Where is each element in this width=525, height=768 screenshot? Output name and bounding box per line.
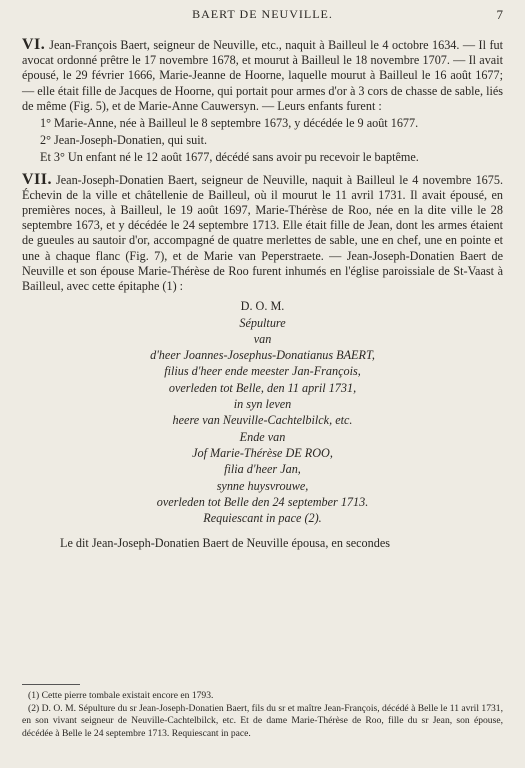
footnote: (2) D. O. M. Sépulture du sr Jean-Joseph-Donatien Baert, fils du sr et maître Jean-François, décédé à Belle le 11 avril 1731, en son vivant seigneur de Neuville-Cachtelbilck, etc. Et de dame Marie-Thérèse de Roo, fille du sr Jean, son épouse, décédée à Belle le 24 septembre 1713. Requiescant in pace. [22,702,503,739]
closing-paragraph: Le dit Jean-Joseph-Donatien Baert de Neuville épousa, en secondes [60,536,390,551]
footnote: (1) Cette pierre tombale existait encore en 1793. [28,690,214,701]
epitaph-line: heere van Neuville-Cachtelbilck, etc. [172,413,353,428]
footnote-rule [22,684,80,685]
page-header [0,7,525,23]
epitaph-line: Ende van [239,429,286,444]
running-title: BAERT DE NEUVILLE. [192,7,333,21]
child-item: 2° Jean-Joseph-Donatien, qui suit. [40,133,208,148]
epitaph-line: Sépulture [239,315,286,330]
generation-number: VII. [22,170,53,188]
epitaph [22,298,503,526]
entry-vii [22,172,503,295]
epitaph-line: van [253,331,272,346]
epitaph-line: filius d'heer ende meester Jan-François, [164,364,361,379]
epitaph-line: overleden tot Belle den 24 september 1713. [156,494,369,509]
epitaph-line: D. O. M. [240,299,285,314]
entry-vii-text: Jean-Joseph-Donatien Baert, seigneur de Neuville, naquit à Bailleul le 4 novembre 1675. Échevin de la ville et châtellenie de Bailleul, où il mourut le 11 avril 1731. Il avait épousé, en premières noces, à Bailleul, le 19 août 1697, Marie-Thérèse de Roo, née en la dite ville le 28 septembre 1673, et y décédée le 24 septembre 1713. Elle était fille de Jean, dont les armes étaient de gueules au sautoir d'or, accompagné de quatre merlettes de sable, une en chef, une en pointe et une à chaque flanc (Fig. 7), et de Marie van Peperstraete. — Jean-Joseph-Donatien Baert de Neuville et son épouse Marie-Thérèse de Roo furent inhumés en l'église paroissiale de St-Vaast à Bailleul, avec cette épitaphe (1) : [22,172,503,294]
epitaph-line: filia d'heer Jan, [224,462,301,477]
generation-number: VI. [22,36,46,53]
epitaph-line: d'heer Joannes-Josephus-Donatianus BAERT, [150,348,375,363]
entry-vi-text: Jean-François Baert, seigneur de Neuville, etc., naquit à Bailleul le 4 octobre 1634. — Il fut avocat ordonné prêtre le 17 novembre 1678, et mourut à Bailleul le 18 novembre 1707. — Il avait épousé, le 29 février 1666, Marie-Jeanne de Hoorne, laquelle mourut à Bailleul le 16 août 1677; — elle était fille de Jacques de Hoorne, qui portait pour armes d'or à 3 cors de chasse de sable, liés de même (Fig. 5), et de Marie-Anne Cauwersyn. — Leurs enfants furent : [22,38,503,113]
child-item: 1° Marie-Anne, née à Bailleul le 8 septembre 1673, y décédée le 9 août 1677. [40,116,419,131]
child-item: Et 3° Un enfant né le 12 août 1677, décédé sans avoir pu recevoir le baptême. [40,150,419,165]
epitaph-line: in syn leven [233,397,292,412]
page-body [22,37,503,552]
epitaph-line: synne huysvrouwe, [216,478,309,493]
entry-vi [22,37,503,166]
entry-vii-paragraph [22,172,503,295]
footnotes [22,690,503,740]
epitaph-line: Requiescant in pace (2). [203,511,322,526]
page-number: 7 [496,7,503,22]
epitaph-line: overleden tot Belle, den 11 april 1731, [168,380,357,395]
entry-vi-paragraph [22,37,503,114]
epitaph-line: Jof Marie-Thérèse DE ROO, [192,445,333,460]
